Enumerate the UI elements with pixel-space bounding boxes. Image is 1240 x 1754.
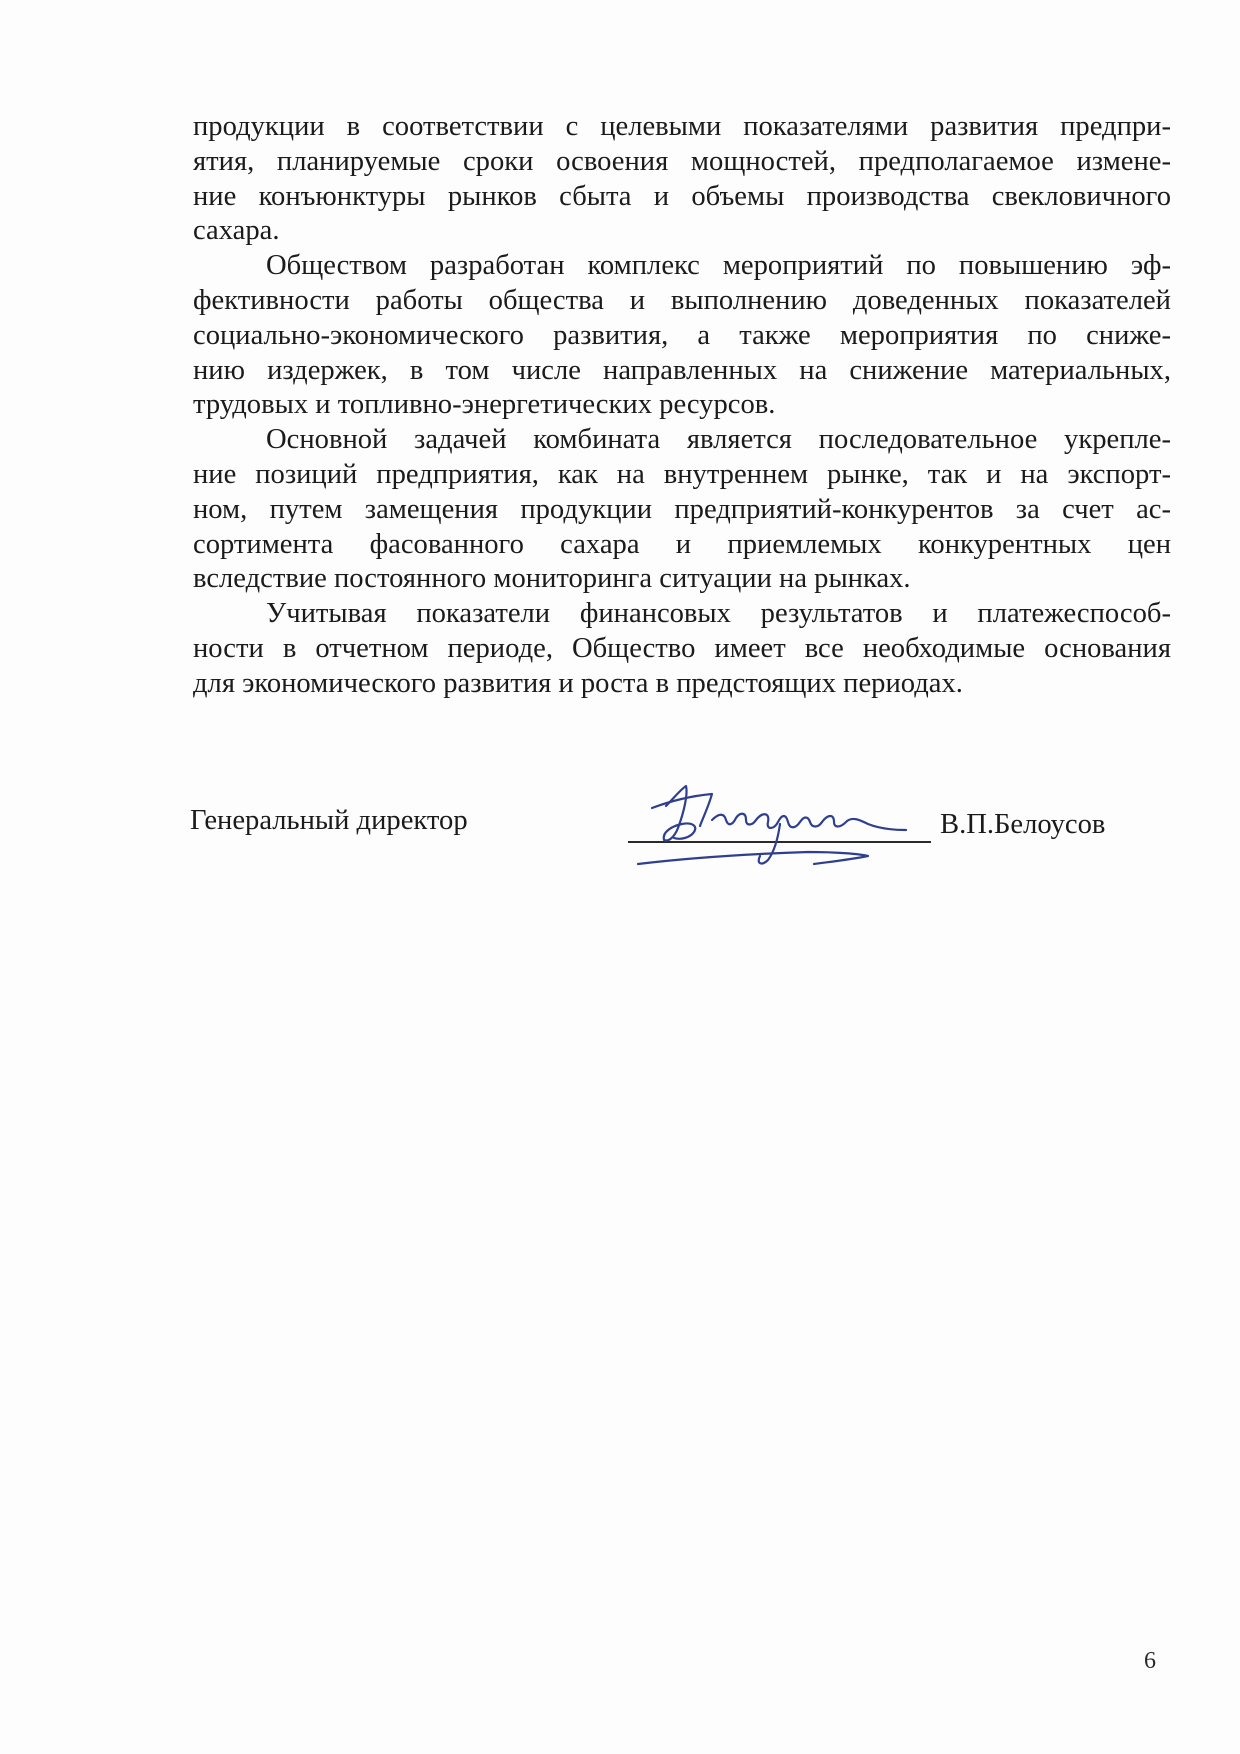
text-line: социально-экономического развития, а также мероприятия по сниже- (193, 319, 1171, 351)
text-line: Обществом разработан комплекс мероприятий по повышению эф- (266, 250, 1171, 282)
text-line: сортимента фасованного сахара и приемлемых конкурентных цен (193, 528, 1171, 560)
page-number: 6 (1144, 1648, 1156, 1674)
body-text (193, 110, 1171, 702)
text-line: для экономического развития и роста в предстоящих периодах. (193, 667, 963, 699)
text-line: ятия, планируемые сроки освоения мощностей, предполагаемое измене- (193, 145, 1171, 177)
text-line: сахара. (193, 215, 280, 247)
text-line: фективности работы общества и выполнению доведенных показателей (193, 284, 1171, 316)
text-line: ности в отчетном периоде, Общество имеет все необходимые основания (193, 632, 1171, 664)
text-line: Основной задачей комбината является последовательное укрепле- (266, 424, 1171, 456)
text-line: нию издержек, в том числе направленных на снижение материальных, (193, 354, 1171, 386)
text-line: Учитывая показатели финансовых результатов и платежеспособ- (266, 598, 1171, 630)
signatory-position: Генеральный директор (190, 805, 468, 836)
signatory-name: В.П.Белоусов (940, 809, 1106, 840)
text-line: ние конъюнктуры рынков сбыта и объемы производства свекловичного (193, 180, 1171, 212)
text-line: вследствие постоянного мониторинга ситуации на рынках. (193, 563, 911, 595)
text-line: продукции в соответствии с целевыми показателями развития предпри- (193, 111, 1171, 142)
text-line: ном, путем замещения продукции предприятий-конкурентов за счет ас- (193, 493, 1171, 525)
handwritten-signature (628, 768, 928, 878)
text-line: ние позиций предприятия, как на внутреннем рынке, так и на экспорт- (193, 458, 1171, 490)
text-line: трудовых и топливно-энергетических ресурсов. (193, 389, 776, 421)
